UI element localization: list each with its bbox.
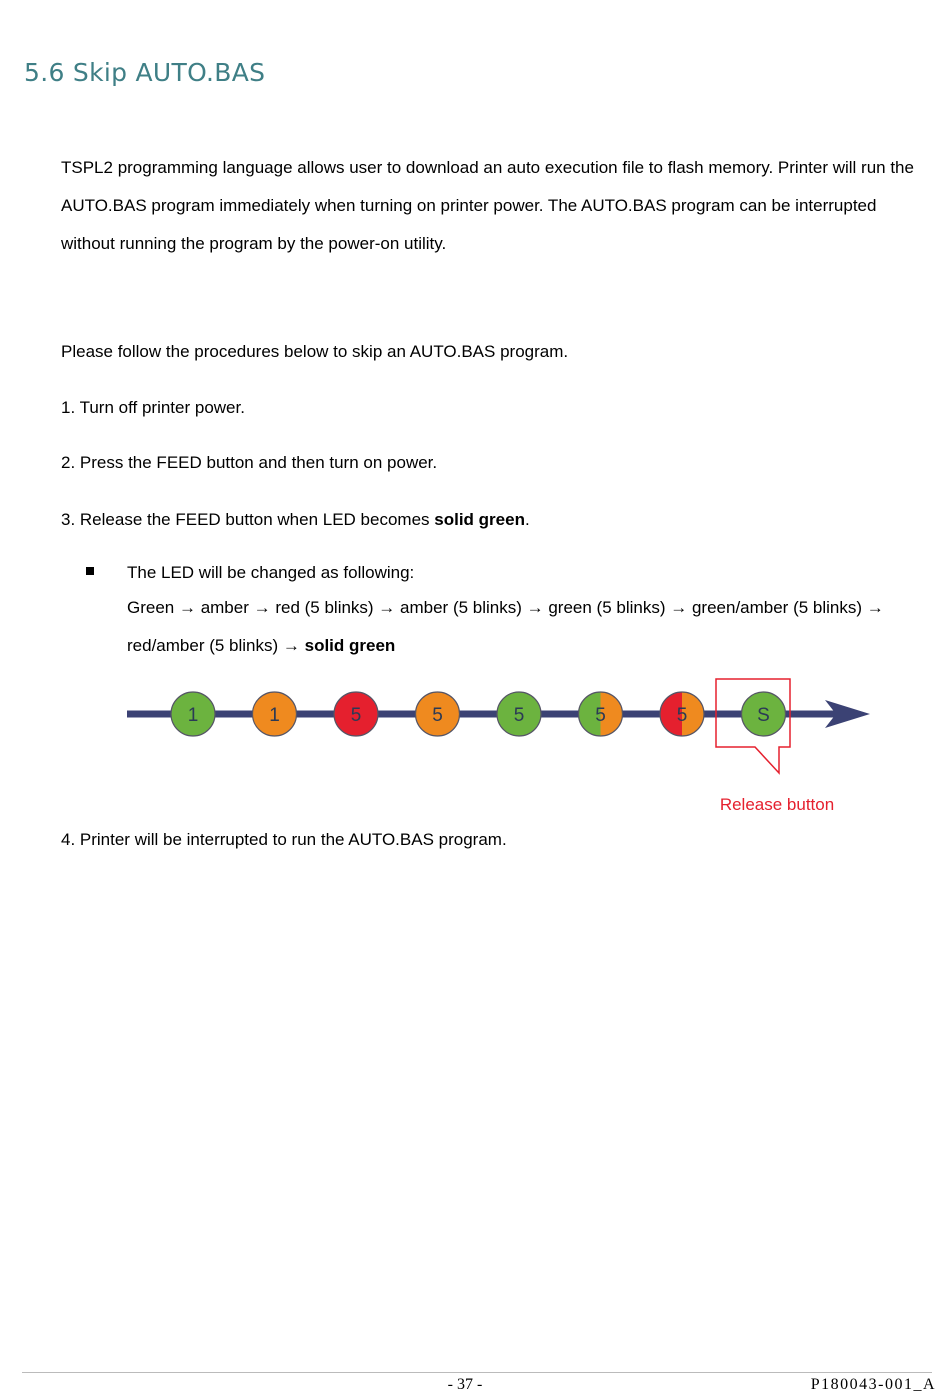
led-6: [579, 692, 623, 736]
bullet-line-3-bold: solid green: [304, 636, 396, 655]
led-label: 1: [269, 705, 280, 726]
step-2: 2. Press the FEED button and then turn on power.: [61, 453, 438, 472]
step-3-end: .: [524, 510, 530, 529]
led-label: 1: [187, 705, 199, 726]
led-1: [171, 692, 215, 736]
led-label: 5: [432, 705, 443, 726]
led-3: [334, 692, 378, 736]
led-8: [742, 692, 786, 736]
step-4: 4. Printer will be interrupted to run the AUTO.BAS program.: [61, 830, 507, 849]
footer-rule: [22, 1372, 932, 1373]
led-4: [416, 692, 460, 736]
step-3: [61, 510, 530, 530]
document-id: P180043-001_A: [810, 1376, 936, 1393]
bullet-line-3: [127, 636, 395, 656]
led-7: [660, 692, 704, 736]
led-label: 5: [513, 705, 525, 726]
led-label: 5: [350, 705, 362, 726]
page-number: - 37 -: [447, 1376, 483, 1393]
intro-paragraph: TSPL2 programming language allows user to download an auto execution file to flash memory. Printer will run the AUTO.BAS program immediately when turning on printer power. The AUTO.BAS program can be interrupted without running the program by the power-on utility.: [61, 158, 914, 253]
step-3-bold: solid green: [434, 510, 525, 529]
led-sequence-diagram: [120, 672, 880, 820]
step-1: 1. Turn off printer power.: [61, 398, 245, 417]
led-5: [497, 692, 541, 736]
led-label: 5: [676, 705, 688, 726]
section-heading: 5.6 Skip AUTO.BAS: [24, 58, 266, 87]
bullet-line-1: The LED will be changed as following:: [127, 563, 415, 582]
release-callout-label: Release button: [719, 795, 835, 814]
bullet-line-3-text: red/amber (5 blinks) →: [127, 636, 305, 655]
led-2: [253, 692, 297, 736]
bullet-line-2: Green → amber → red (5 blinks) → amber (5 blinks) → green (5 blinks) → green/amber (5 blinks) →: [127, 598, 884, 617]
led-label: 5: [595, 705, 606, 726]
step-3-text: 3. Release the FEED button when LED becomes: [61, 510, 435, 529]
square-bullet-icon: [86, 567, 94, 575]
led-label: S: [757, 705, 770, 726]
procedure-intro: Please follow the procedures below to skip an AUTO.BAS program.: [61, 342, 569, 361]
